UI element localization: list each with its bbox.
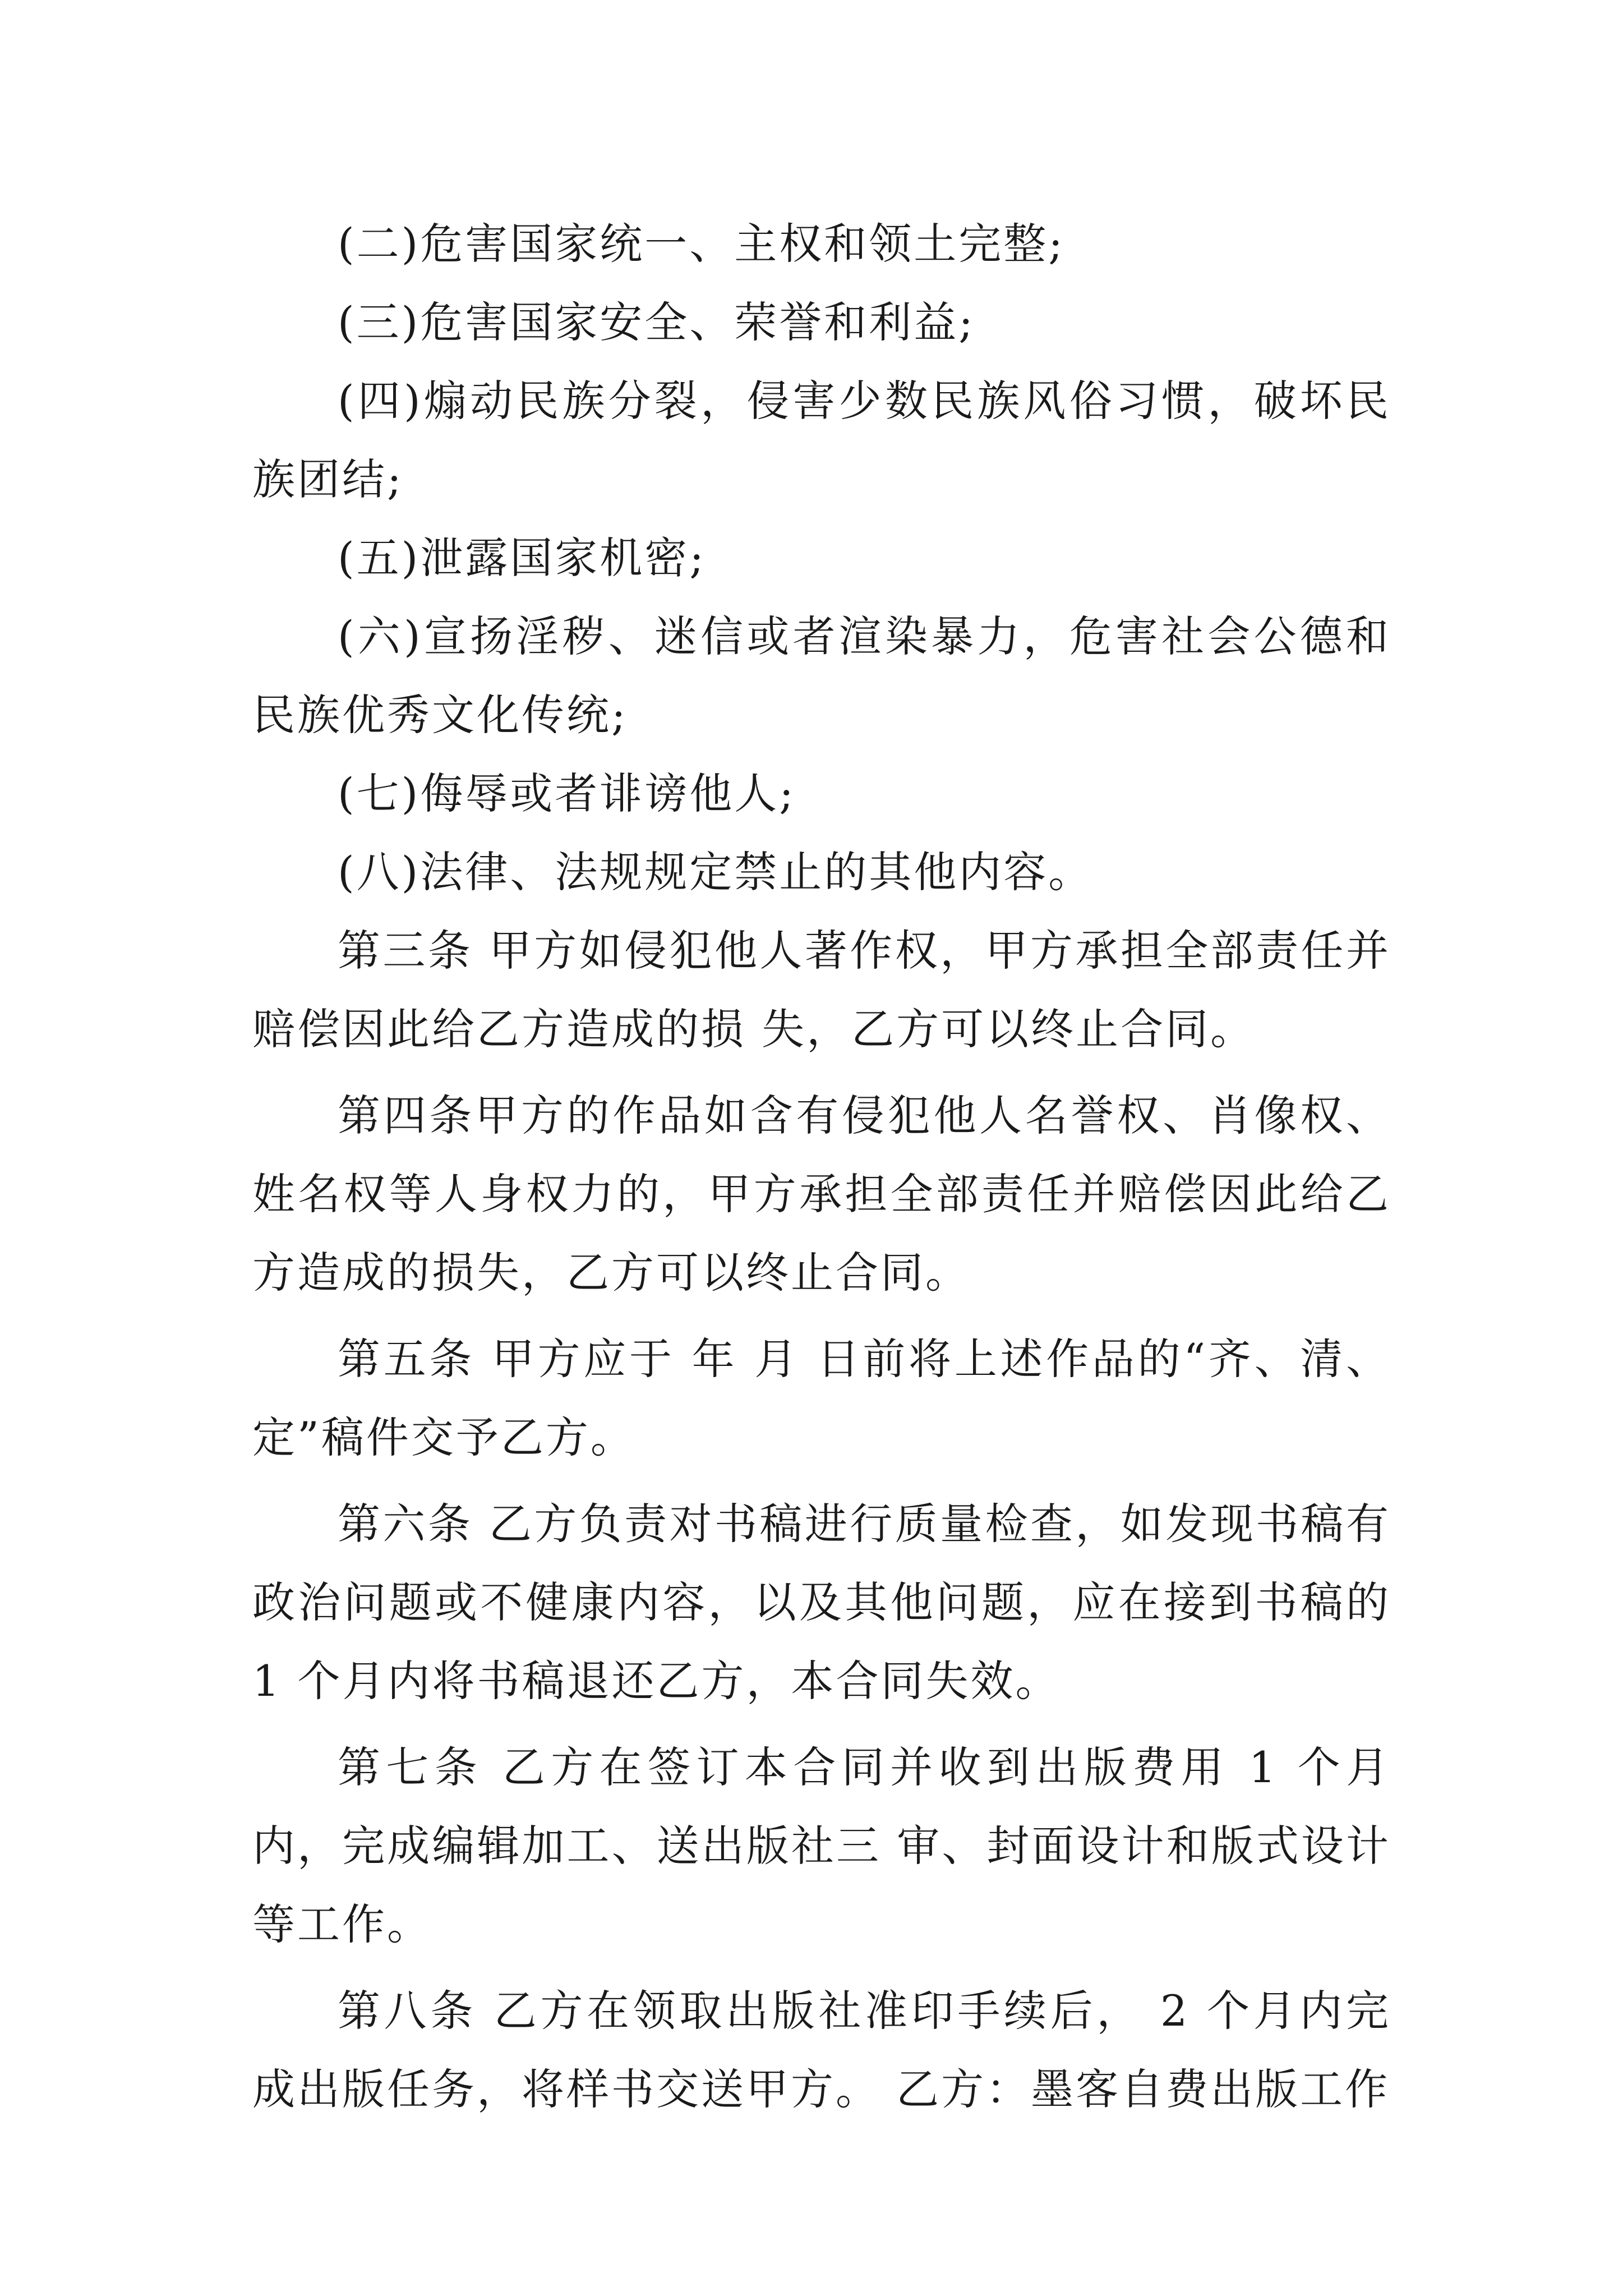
clause-item-2: (二)危害国家统一、主权和领土完整; — [338, 219, 1065, 269]
clause-item-4: (四)煽动民族分裂，侵害少数民族风俗习惯，破坏民族团结; — [252, 376, 1391, 504]
article-5: 第五条 甲方应于 年 月 日前将上述作品的“齐、清、定”稿件交予乙方。 — [252, 1334, 1391, 1462]
clause-item-7: (七)侮辱或者诽谤他人; — [338, 769, 796, 818]
article-7: 第七条 乙方在签订本合同并收到出版费用 1 个月内，完成编辑加工、送出版社三 审、封面设计和版式设计等工作。 — [252, 1742, 1391, 1949]
clause-item-8: (八)法律、法规规定禁止的其他内容。 — [338, 847, 1094, 897]
clause-item-5: (五)泄露国家机密; — [338, 533, 706, 583]
clause-item-6: (六)宣扬淫秽、迷信或者渲染暴力，危害社会公德和民族优秀文化传统; — [252, 611, 1391, 740]
article-8: 第八条 乙方在领取出版社准印手续后， 2 个月内完成出版任务，将样书交送甲方。 乙方：墨客自费出版工作 — [252, 1986, 1391, 2114]
article-6: 第六条 乙方负责对书稿进行质量检查，如发现书稿有政治问题或不健康内容，以及其他问题，应在接到书稿的 1 个月内将书稿退还乙方，本合同失效。 — [252, 1499, 1391, 1706]
article-4: 第四条甲方的作品如含有侵犯他人名誉权、肖像权、姓名权等人身权力的，甲方承担全部责任并赔偿因此给乙方造成的损失，乙方可以终止合同。 — [252, 1091, 1391, 1297]
document-body — [252, 205, 1391, 2129]
article-3: 第三条 甲方如侵犯他人著作权，甲方承担全部责任并赔偿因此给乙方造成的损 失，乙方可以终止合同。 — [252, 926, 1391, 1054]
clause-item-3: (三)危害国家安全、荣誉和利益; — [338, 297, 975, 347]
